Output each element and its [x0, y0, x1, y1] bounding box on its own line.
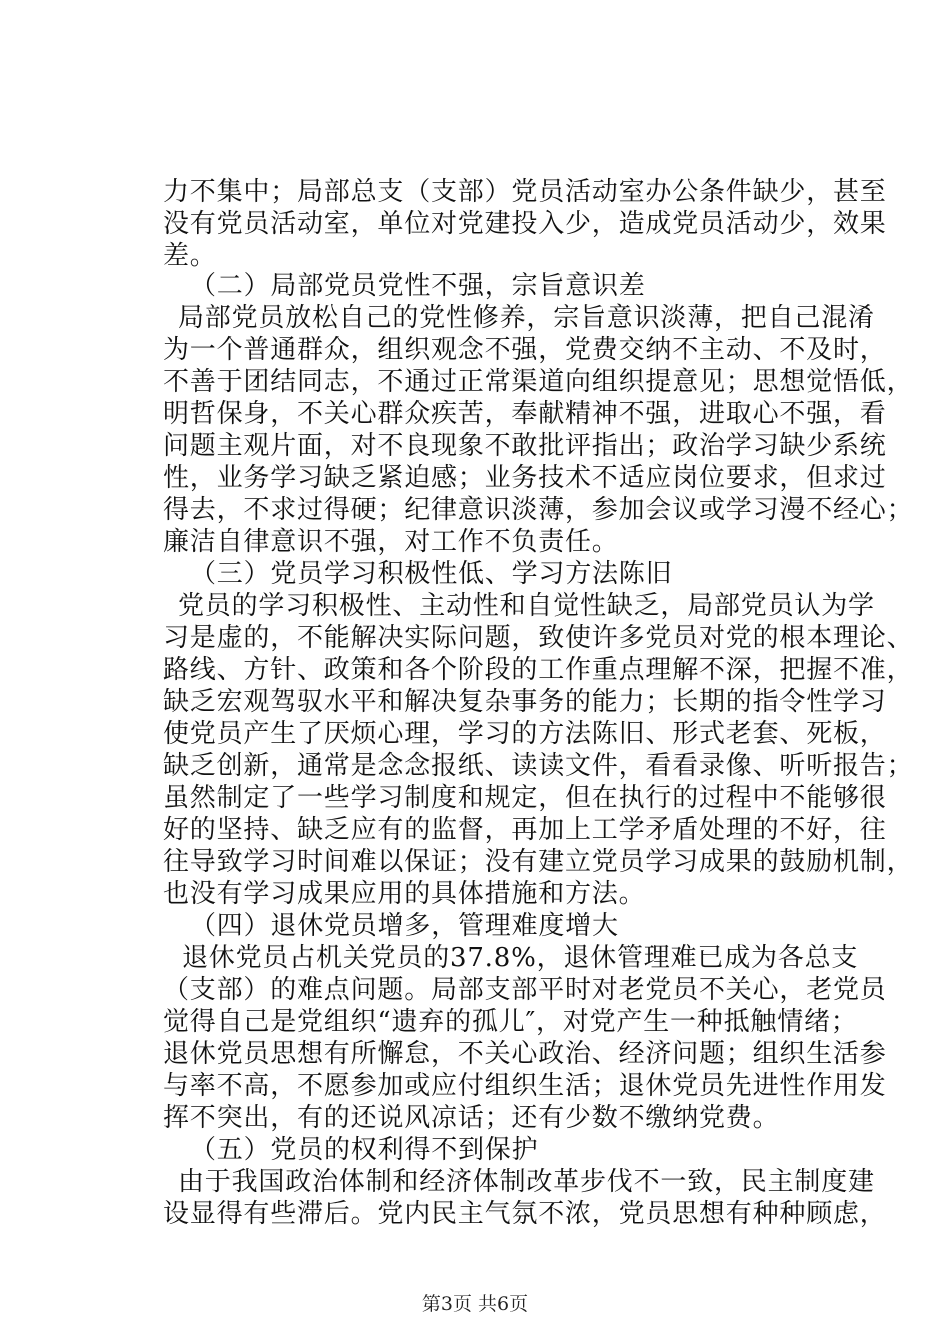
text-line: 为一个普通群众，组织观念不强，党费交纳不主动、不及时， [163, 335, 887, 365]
text-line: 觉得自己是党组织“遗弃的孤儿″，对党产生一种抵触情绪； [163, 1007, 858, 1037]
text-line: 廉洁自律意识不强，对工作不负责任。 [163, 527, 619, 557]
text-line: 设显得有些滞后。党内民主气氛不浓，党员思想有种种顾虑， [163, 1199, 887, 1229]
text-line: 退休党员占机关党员的37.8%，退休管理难已成为各总支 [182, 943, 859, 973]
text-line: 与率不高，不愿参加或应付组织生活；退休党员先进性作用发 [163, 1071, 887, 1101]
text-line: 党员的学习积极性、主动性和自觉性缺乏，局部党员认为学 [178, 591, 875, 621]
text-line: 问题主观片面，对不良现象不敢批评指出；政治学习缺少系统 [163, 431, 887, 461]
text-line: 往导致学习时间难以保证；没有建立党员学习成果的鼓励机制， [163, 847, 914, 877]
section-heading: （四）退休党员增多，管理难度增大 [190, 911, 619, 941]
text-line: 缺乏创新，通常是念念报纸、读读文件，看看录像、听听报告； [163, 751, 914, 781]
text-line: 挥不突出，有的还说风凉话；还有少数不缴纳党费。 [163, 1103, 780, 1133]
section-heading: （三）党员学习积极性低、学习方法陈旧 [190, 559, 673, 589]
text-line: （支部）的难点问题。局部支部平时对老党员不关心，老党员 [163, 975, 887, 1005]
text-line: 局部党员放松自己的党性修养，宗旨意识淡薄，把自己混淆 [178, 303, 875, 333]
text-line: 退休党员思想有所懈怠，不关心政治、经济问题；组织生活参 [163, 1039, 887, 1069]
text-line: 力不集中；局部总支（支部）党员活动室办公条件缺少，甚至 [163, 177, 887, 207]
text-line: 路线、方针、政策和各个阶段的工作重点理解不深，把握不准， [163, 655, 914, 685]
text-line: 习是虚的，不能解决实际问题，致使许多党员对党的根本理论、 [163, 623, 914, 653]
text-line: 由于我国政治体制和经济体制改革步伐不一致，民主制度建 [178, 1167, 875, 1197]
text-line: 虽然制定了一些学习制度和规定，但在执行的过程中不能够很 [163, 783, 887, 813]
section-heading: （五）党员的权利得不到保护 [190, 1135, 539, 1165]
text-line: 性，业务学习缺乏紧迫感；业务技术不适应岗位要求，但求过 [163, 463, 887, 493]
text-line: 缺乏宏观驾驭水平和解决复杂事务的能力；长期的指令性学习 [163, 687, 887, 717]
text-line: 好的坚持、缺乏应有的监督，再加上工学矛盾处理的不好，往 [163, 815, 887, 845]
text-line: 也没有学习成果应用的具体措施和方法。 [163, 879, 646, 909]
text-line: 差。 [163, 241, 217, 271]
text-line: 不善于团结同志，不通过正常渠道向组织提意见；思想觉悟低， [163, 367, 914, 397]
text-line: 明哲保身，不关心群众疾苦，奉献精神不强，进取心不强，看 [163, 399, 887, 429]
text-line: 使党员产生了厌烦心理，学习的方法陈旧、形式老套、死板， [163, 719, 887, 749]
section-heading: （二）局部党员党性不强，宗旨意识差 [190, 271, 646, 301]
text-line: 没有党员活动室，单位对党建投入少，造成党员活动少，效果 [163, 209, 887, 239]
page-footer: 第3页 共6页 [421, 1293, 529, 1315]
text-line: 得去，不求过得硬；纪律意识淡薄，参加会议或学习漫不经心； [163, 495, 914, 525]
